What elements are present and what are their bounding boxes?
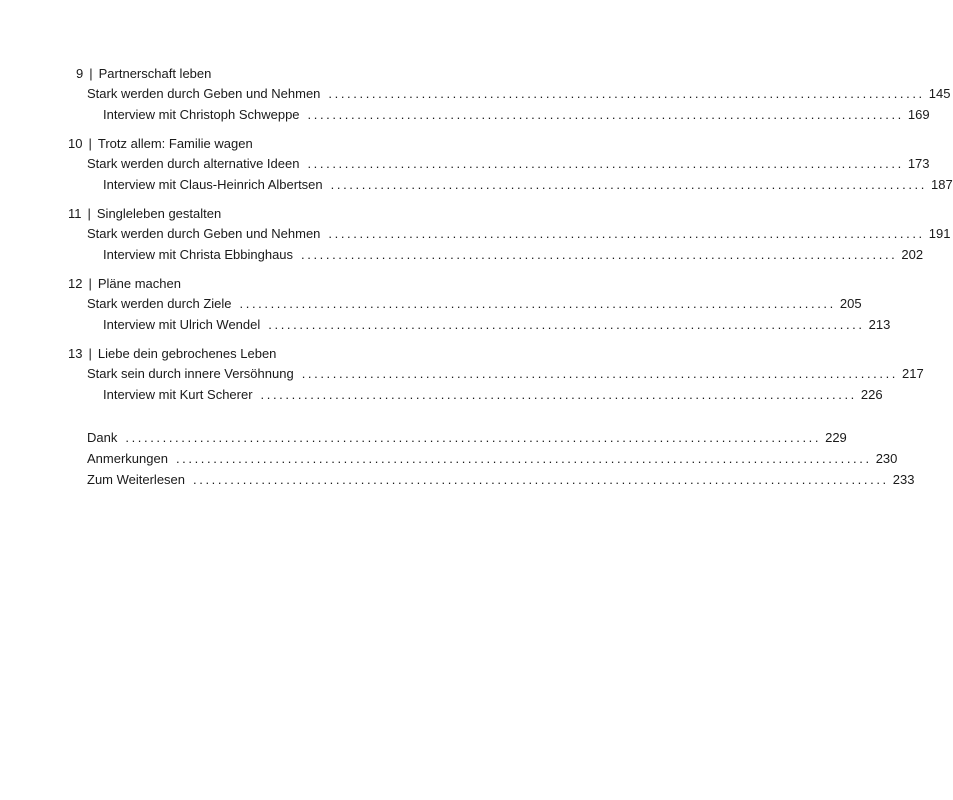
- chapter-number: 12: [68, 276, 83, 291]
- entry-label: Interview mit Kurt Scherer: [103, 387, 253, 402]
- dot-leader: ................................................................................................................: [125, 430, 822, 445]
- dot-leader: ................................................................................................: [239, 296, 836, 311]
- dot-leader: ................................................................................................................: [175, 451, 872, 466]
- toc-entry[interactable]: [103, 385, 883, 405]
- toc-entry[interactable]: [103, 245, 924, 265]
- dot-leader: ................................................................................................: [307, 156, 904, 171]
- page-number: 233: [892, 472, 915, 487]
- page-number: 145: [928, 86, 951, 101]
- page-number: 202: [901, 247, 924, 262]
- toc-entry[interactable]: [103, 175, 953, 195]
- dot-leader: ................................................................................................: [260, 387, 857, 402]
- toc-entry[interactable]: [87, 224, 951, 244]
- page-number: 213: [868, 317, 891, 332]
- chapter-title: Singleleben gestalten: [96, 206, 222, 221]
- entry-label: Dank: [87, 430, 118, 445]
- dot-leader: ................................................................................................: [268, 317, 865, 332]
- chapter-separator: |: [88, 276, 92, 291]
- chapter-heading: [68, 134, 253, 154]
- page-number: 191: [928, 226, 951, 241]
- chapter-separator: |: [88, 136, 92, 151]
- dot-leader: ................................................................................................: [301, 366, 899, 381]
- dot-leader: ................................................................................................................: [193, 472, 889, 487]
- page-number: 230: [875, 451, 898, 466]
- entry-label: Stark werden durch alternative Ideen: [87, 156, 300, 171]
- entry-label: Interview mit Claus-Heinrich Albertsen: [103, 177, 323, 192]
- chapter-heading: [68, 344, 276, 364]
- chapter-number: 10: [68, 136, 83, 151]
- page-number: 169: [907, 107, 930, 122]
- entry-label: Stark sein durch innere Versöhnung: [87, 366, 294, 381]
- entry-label: Interview mit Ulrich Wendel: [103, 317, 261, 332]
- page-number: 173: [907, 156, 930, 171]
- entry-label: Interview mit Christa Ebbinghaus: [103, 247, 294, 262]
- chapter-separator: |: [88, 346, 92, 361]
- dot-leader: ................................................................................................: [330, 177, 927, 192]
- page-number: 229: [825, 430, 847, 445]
- chapter-number: 11: [68, 206, 82, 221]
- dot-leader: ................................................................................................: [307, 107, 904, 122]
- dot-leader: ................................................................................................: [328, 86, 925, 101]
- toc-entry[interactable]: [103, 105, 930, 125]
- page-number: 226: [860, 387, 883, 402]
- chapter-heading: [68, 204, 221, 224]
- entry-label: Stark werden durch Ziele: [87, 296, 232, 311]
- chapter-title: Partnerschaft leben: [98, 66, 212, 81]
- dot-leader: ................................................................................................: [328, 226, 925, 241]
- toc-entry[interactable]: [87, 154, 930, 174]
- chapter-title: Liebe dein gebrochenes Leben: [97, 346, 277, 361]
- page-number: 187: [930, 177, 953, 192]
- toc-entry[interactable]: [87, 294, 862, 314]
- dot-leader: ................................................................................................: [301, 247, 898, 262]
- entry-label: Interview mit Christoph Schweppe: [103, 107, 300, 122]
- entry-label: Stark werden durch Geben und Nehmen: [87, 86, 321, 101]
- page-number: 205: [839, 296, 862, 311]
- toc-entry[interactable]: [87, 428, 847, 448]
- entry-label: Zum Weiterlesen: [87, 472, 186, 487]
- chapter-separator: |: [89, 66, 93, 81]
- chapter-number: 9: [76, 66, 84, 81]
- chapter-title: Pläne machen: [97, 276, 181, 291]
- toc-entry[interactable]: [87, 84, 951, 104]
- toc-entry[interactable]: [103, 315, 891, 335]
- toc-entry[interactable]: [87, 364, 924, 384]
- chapter-separator: |: [87, 206, 91, 221]
- chapter-title: Trotz allem: Familie wagen: [97, 136, 253, 151]
- chapter-heading: [76, 64, 211, 84]
- toc-entry[interactable]: [87, 470, 915, 490]
- entry-label: Anmerkungen: [87, 451, 168, 466]
- entry-label: Stark werden durch Geben und Nehmen: [87, 226, 321, 241]
- chapter-heading: [68, 274, 181, 294]
- toc-entry[interactable]: [87, 449, 898, 469]
- chapter-number: 13: [68, 346, 83, 361]
- page-number: 217: [902, 366, 924, 381]
